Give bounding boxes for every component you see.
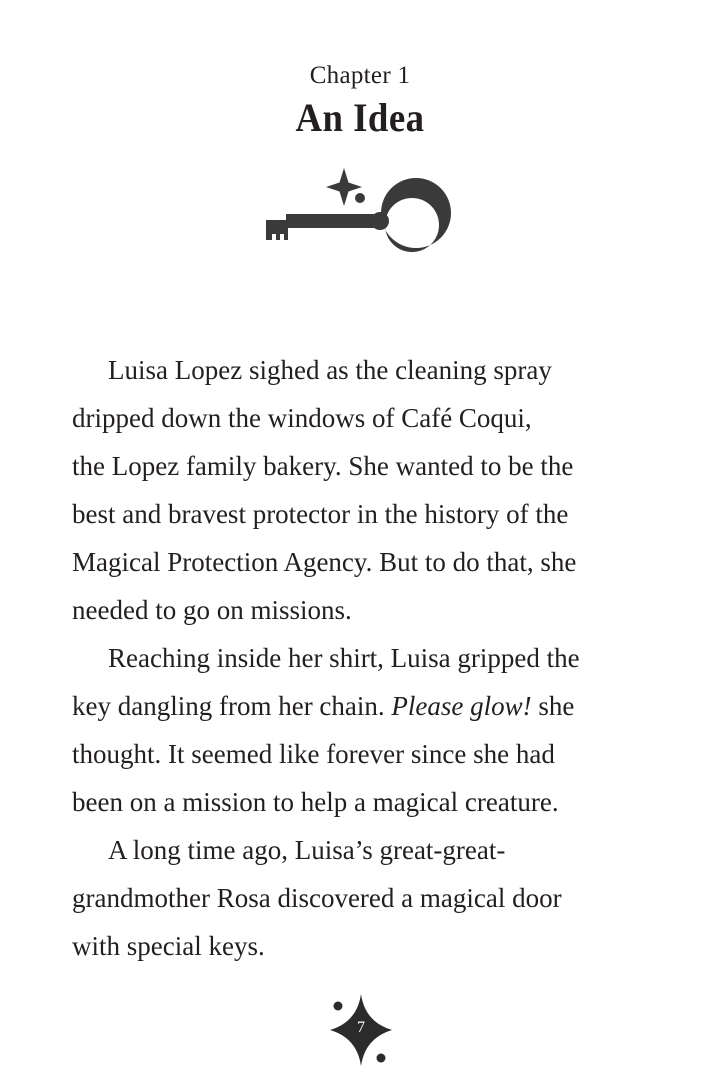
chapter-title: An Idea (295, 95, 425, 140)
text-line: Magical Protection Agency. But to do that, she (72, 547, 577, 577)
text-line: with special keys. (72, 931, 265, 961)
text-line: Reaching inside her shirt, Luisa gripped the (108, 643, 580, 673)
text-line: thought. It seemed like forever since she had (72, 739, 555, 769)
paragraph (72, 346, 652, 634)
text-line: grandmother Rosa discovered a magical door (72, 883, 562, 913)
text-line: best and bravest protector in the history of the (72, 499, 569, 529)
text-line: needed to go on missions. (72, 595, 352, 625)
text-run: key dangling from her chain. (72, 691, 392, 721)
text-line: A long time ago, Luisa’s great-great- (108, 835, 506, 865)
text-line: dripped down the windows of Café Coqui, (72, 403, 532, 433)
chapter-label: Chapter 1 (309, 62, 411, 89)
text-line: Luisa Lopez sighed as the cleaning spray (108, 355, 552, 385)
text-line (36, 682, 652, 730)
key-moon-sparkle-icon (264, 168, 454, 258)
page-number: 7 (357, 1019, 365, 1036)
italic-thought: Please glow! (391, 691, 532, 721)
text-line: been on a mission to help a magical creature. (72, 787, 559, 817)
text-line: the Lopez family bakery. She wanted to be the (72, 451, 574, 481)
paragraph (72, 634, 652, 826)
text-run: she (531, 691, 575, 721)
body-text (72, 346, 652, 970)
paragraph (72, 826, 652, 970)
